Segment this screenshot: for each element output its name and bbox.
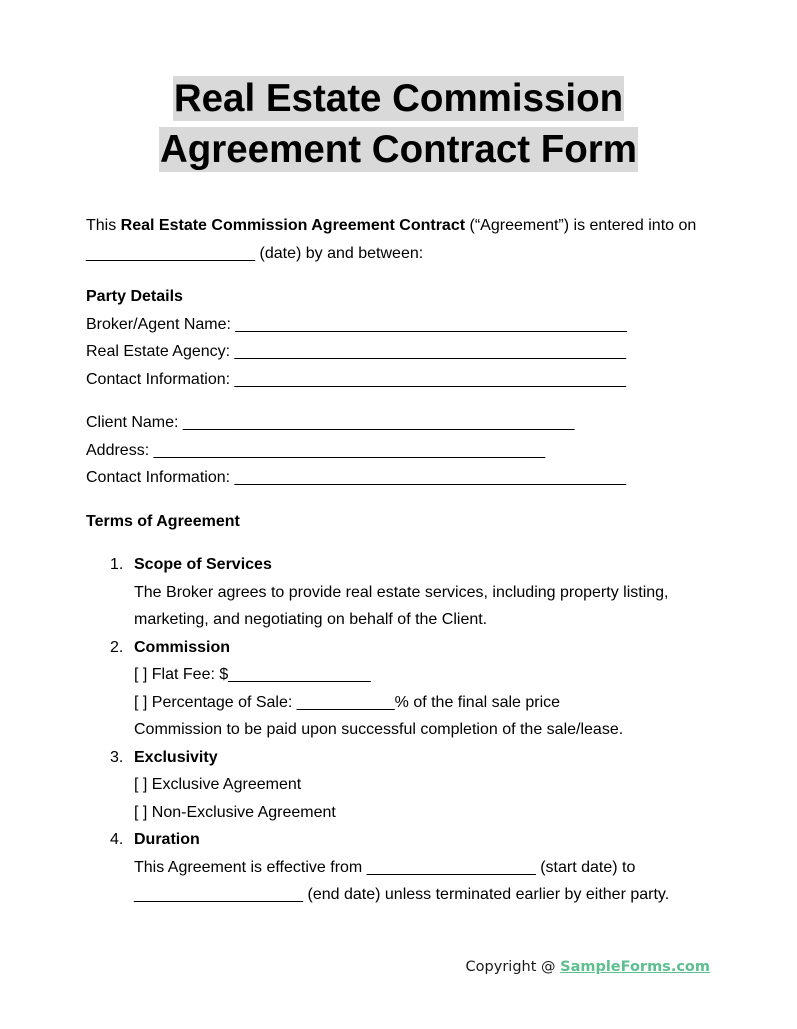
broker-name-field[interactable]: Broker/Agent Name: ____________________________________________: [86, 315, 627, 333]
intro-paragraph: [86, 212, 726, 267]
term-scope-of-services: [86, 551, 726, 634]
copyright-footer: [466, 956, 710, 978]
intro-suffix: (“Agreement”) is entered into on: [465, 217, 697, 234]
percentage-of-sale-checkbox-field[interactable]: [ ] Percentage of Sale: ___________% of the final sale price: [134, 693, 561, 711]
term-commission: [86, 634, 726, 744]
broker-contact-field[interactable]: Contact Information: ____________________________________________: [86, 370, 627, 388]
party-details-section: [86, 283, 726, 492]
flat-fee-checkbox-field[interactable]: [ ] Flat Fee: $________________: [134, 666, 371, 683]
client-contact-field[interactable]: Contact Information: ____________________________________________: [86, 469, 627, 486]
non-exclusive-agreement-checkbox[interactable]: [ ] Non-Exclusive Agreement: [134, 803, 336, 821]
client-address-field[interactable]: Address: ____________________________________________: [86, 441, 546, 459]
term-text: marketing, and negotiating on behalf of the Client.: [134, 611, 488, 628]
term-title: Duration: [134, 831, 200, 848]
intro-date-line: ___________________ (date) by and between:: [86, 244, 424, 262]
intro-prefix: This: [86, 217, 121, 234]
term-number: 1.: [110, 556, 124, 573]
client-name-field[interactable]: Client Name: ____________________________________________: [86, 414, 575, 431]
term-text: The Broker agrees to provide real estate services, including property listing,: [134, 583, 669, 601]
title-line-2: Agreement Contract Form: [159, 128, 638, 171]
terms-heading: Terms of Agreement: [86, 512, 240, 530]
term-title: Exclusivity: [134, 748, 218, 766]
copyright-prefix: Copyright @: [465, 959, 561, 975]
end-date-field[interactable]: ___________________ (end date) unless terminated earlier by either party.: [134, 886, 670, 903]
sampleforms-link[interactable]: SampleForms.com: [560, 959, 710, 975]
intro-bold-title: Real Estate Commission Agreement Contract: [120, 217, 466, 234]
term-exclusivity: [86, 744, 726, 827]
term-title: Scope of Services: [134, 556, 272, 573]
terms-section: [86, 508, 726, 909]
party-details-heading: Party Details: [86, 288, 183, 305]
term-number: 2.: [110, 638, 124, 656]
title-line-1: Real Estate Commission: [173, 77, 624, 120]
term-title: Commission: [134, 638, 231, 656]
term-number: 3.: [110, 748, 124, 766]
exclusive-agreement-checkbox[interactable]: [ ] Exclusive Agreement: [134, 776, 302, 793]
real-estate-agency-field[interactable]: Real Estate Agency: ____________________________________________: [86, 343, 627, 360]
term-number: 4.: [110, 831, 124, 848]
term-text: Commission to be paid upon successful completion of the sale/lease.: [134, 721, 624, 738]
start-date-field[interactable]: This Agreement is effective from ___________________ (start date) to: [134, 858, 636, 876]
document-title: [0, 76, 797, 178]
terms-list: [86, 551, 726, 909]
term-duration: [86, 826, 726, 909]
document-body: [86, 212, 726, 909]
